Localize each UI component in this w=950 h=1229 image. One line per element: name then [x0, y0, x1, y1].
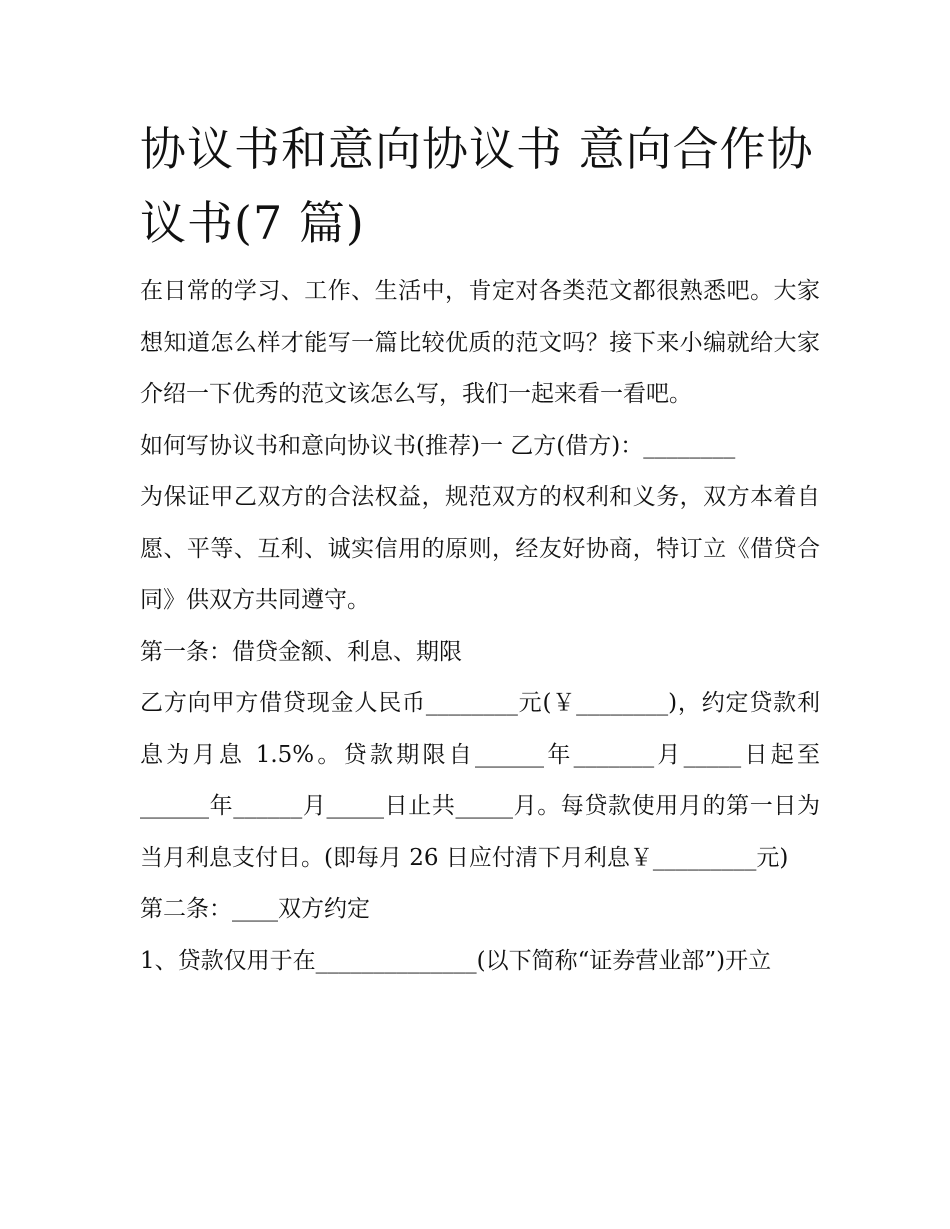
purpose-paragraph: 为保证甲乙双方的合法权益，规范双方的权利和义务，双方本着自愿、平等、互利、诚实信用的原则，经友好协商，特订立《借贷合同》供双方共同遵守。 [140, 484, 820, 613]
usage-clause-paragraph: 1、贷款仅用于在______________(以下简称“证券营业部”)开立 [140, 947, 772, 974]
intro-paragraph: 在日常的学习、工作、生活中，肯定对各类范文都很熟悉吧。大家想知道怎么样才能写一篇比较优质的范文吗？接下来小编就给大家介绍一下优秀的范文该怎么写，我们一起来看一看吧。 [140, 278, 820, 407]
article-two-heading: 第二条：____双方约定 [140, 896, 370, 922]
document-body [140, 266, 820, 987]
document-title: 协议书和意向协议书 意向合作协议书(7 篇) [140, 122, 814, 250]
document-content [140, 112, 820, 987]
loan-terms-paragraph: 乙方向甲方借贷现金人民币________元(￥________)，约定贷款利息为月息 1.5%。贷款期限自______年_______月_____日起至______年______月_____日止共_____月。每贷款使用月的第一日为当月利息支付日。(即每月 26 日应付清下月利息￥_________元) [140, 690, 820, 871]
section-heading-how-to-write: 如何写协议书和意向协议书(推荐)一 乙方(借方)：________ [140, 432, 736, 459]
article-one-heading: 第一条：借贷金额、利息、期限 [140, 638, 462, 665]
